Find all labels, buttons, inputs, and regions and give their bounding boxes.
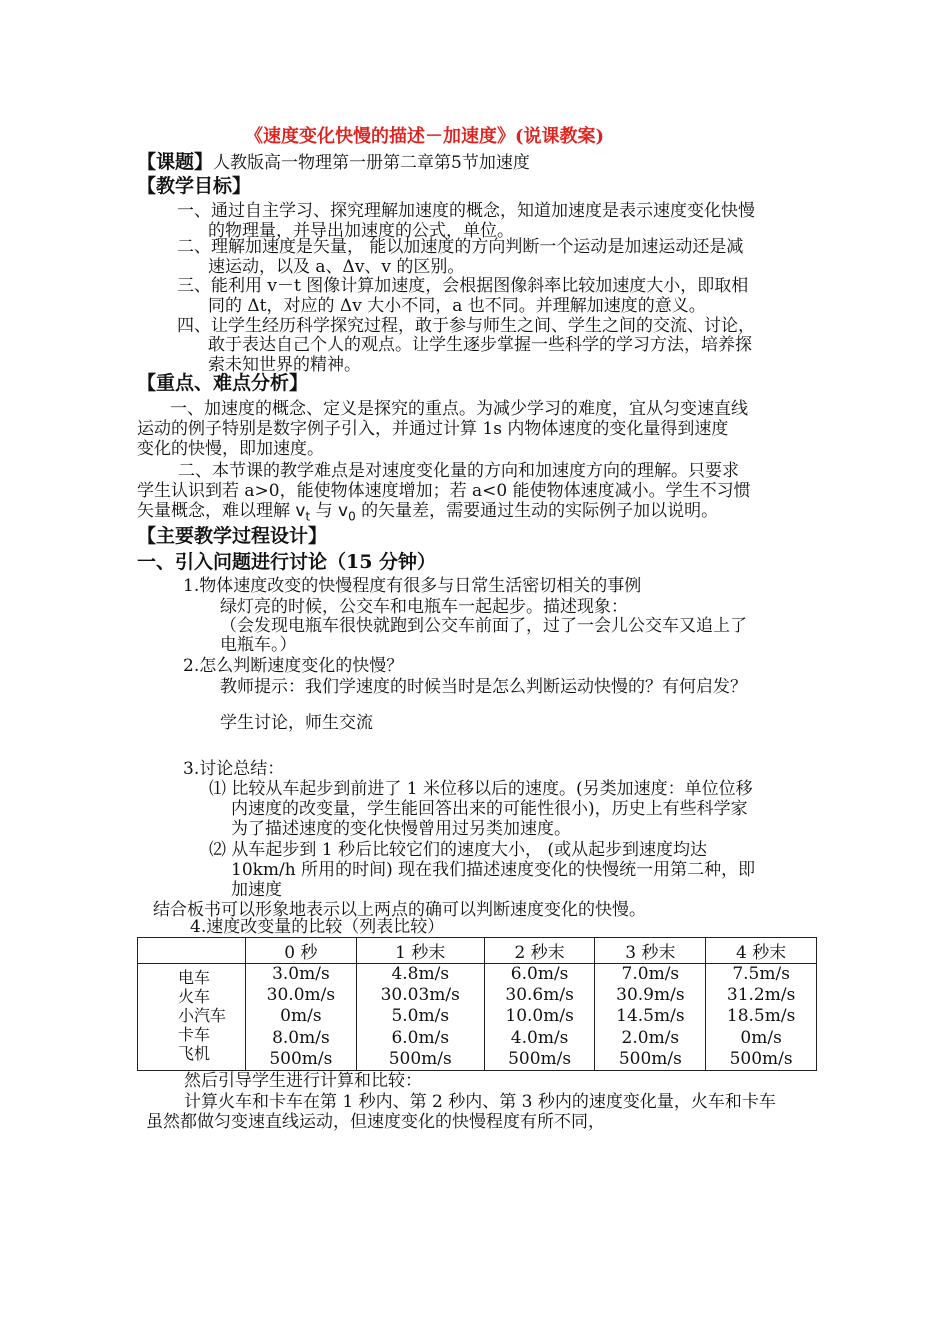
speed-value: 500m/s bbox=[729, 1048, 793, 1069]
question-4: 4.速度改变量的比较（列表比较） bbox=[190, 917, 445, 937]
goal-line: 二、理解加速度是矢量， 能以加速度的方向判断一个运动是加速运动还是减 bbox=[177, 237, 744, 257]
section-heading: 一、引入问题进行讨论（15 分钟） bbox=[137, 551, 437, 573]
text-segment: 矢量概念，难以理解 bbox=[137, 501, 296, 521]
summary-conclusion: 结合板书可以形象地表示以上两点的确可以判断速度变化的快慢。 bbox=[153, 900, 646, 920]
velocity-comparison-table bbox=[137, 937, 817, 1071]
speed-value: 31.2m/s bbox=[726, 985, 796, 1006]
speed-value: 30.03m/s bbox=[380, 985, 460, 1006]
speed-value: 6.0m/s bbox=[510, 964, 569, 984]
speed-value: 30.0m/s bbox=[266, 985, 336, 1006]
summary-2-line: ⑵ 从车起步到 1 秒后比较它们的速度大小， (或从起步到速度均达 bbox=[209, 840, 708, 860]
vehicle-name: 飞机 bbox=[178, 1044, 211, 1063]
question-3: 3.讨论总结： bbox=[183, 759, 285, 779]
speed-value: 500m/s bbox=[618, 1048, 682, 1069]
summary-2-line: 10km/h 所用的时间) 现在我们描述速度变化的快慢统一用第二种，即 bbox=[231, 860, 756, 880]
speed-value: 4.0m/s bbox=[510, 1027, 569, 1048]
goals-heading: 【教学目标】 bbox=[137, 175, 252, 197]
question-1-text: （会发现电瓶车很快就跑到公交车前面了，过了一会儿公交车又追上了 bbox=[220, 616, 747, 636]
analysis-line: 一、加速度的概念、定义是探究的重点。为减少学习的难度，宜从匀变速直线 bbox=[170, 399, 748, 419]
goal-line: 一、通过自主学习、探究理解加速度的概念，知道加速度是表示速度变化快慢 bbox=[177, 201, 755, 221]
question-1: 1.物体速度改变的快慢程度有很多与日常生活密切相关的事例 bbox=[183, 576, 642, 596]
topic-text: 人教版高一物理第一册第二章第5节加速度 bbox=[213, 153, 530, 173]
speed-value: 5.0m/s bbox=[391, 1006, 450, 1027]
analysis-line bbox=[137, 501, 718, 526]
table-header-cell bbox=[138, 938, 246, 964]
goal-line: 敢于表达自己个人的观点。让学生逐步掌握一些科学的学习方法，培养探 bbox=[208, 335, 752, 355]
speed-value: 7.0m/s bbox=[621, 964, 680, 984]
goal-line: 四、让学生经历科学探究过程，敢于参与师生之间、学生之间的交流、讨论， bbox=[177, 316, 755, 336]
goal-line: 的物理量，并导出加速度的公式，单位。 bbox=[208, 221, 514, 241]
speed-value: 6.0m/s bbox=[391, 1027, 450, 1048]
question-2: 2.怎么判断速度变化的快慢？ bbox=[183, 656, 404, 676]
speed-value: 500m/s bbox=[508, 1048, 572, 1069]
table-header-cell: 4 秒末 bbox=[706, 938, 817, 964]
speed-value: 500m/s bbox=[388, 1048, 452, 1069]
vehicle-name: 火车 bbox=[178, 987, 211, 1006]
speed-value: 8.0m/s bbox=[272, 1027, 330, 1048]
analysis-line: 变化的快慢，即加速度。 bbox=[137, 439, 324, 459]
text-segment: 的矢量差，需要通过生动的实际例子加以说明。 bbox=[355, 501, 719, 521]
speed-column-2s bbox=[484, 964, 595, 1071]
speed-column-1s bbox=[356, 964, 484, 1071]
vehicle-name: 电车 bbox=[178, 968, 211, 987]
speed-value: 30.9m/s bbox=[616, 985, 685, 1006]
process-heading: 【主要教学过程设计】 bbox=[137, 525, 328, 547]
table-header-cell: 1 秒末 bbox=[356, 938, 484, 964]
vehicle-name: 小汽车 bbox=[178, 1006, 227, 1025]
speed-column-3s bbox=[595, 964, 706, 1071]
after-table-line: 然后引导学生进行计算和比较： bbox=[184, 1071, 422, 1091]
after-table-line: 计算火车和卡车在第 1 秒内、第 2 秒内、第 3 秒内的速度变化量，火车和卡车 bbox=[184, 1092, 776, 1112]
topic-label: 【课题】 bbox=[137, 151, 214, 173]
vehicle-name: 卡车 bbox=[178, 1025, 211, 1044]
speed-value: 7.5m/s bbox=[732, 964, 790, 984]
analysis-line: 学生认识到若 a>0，能使物体速度增加；若 a<0 能使物体速度减小。学生不习惯 bbox=[137, 481, 751, 501]
summary-1-line: 为了描述速度的变化快慢曾用过另类加速度。 bbox=[231, 819, 571, 839]
question-1-text: 绿灯亮的时候，公交车和电瓶车一起起步。描述现象： bbox=[220, 597, 628, 617]
goal-line: 三、能利用 v－t 图像计算加速度，会根据图像斜率比较加速度大小，即取相 bbox=[177, 276, 749, 296]
summary-1-line: ⑴ 比较从车起步到前进了 1 米位移以后的速度。(另类加速度：单位位移 bbox=[209, 779, 753, 799]
analysis-line: 二、本节课的教学难点是对速度变化量的方向和加速度方向的理解。只要求 bbox=[178, 461, 739, 481]
question-2-text: 学生讨论，师生交流 bbox=[220, 713, 373, 733]
speed-value: 10.0m/s bbox=[505, 1006, 574, 1027]
vehicle-names-cell bbox=[138, 964, 246, 1071]
speed-column-0s bbox=[246, 964, 357, 1071]
t-subscript: t bbox=[305, 509, 311, 524]
zero-subscript: 0 bbox=[348, 509, 356, 524]
speed-column-4s bbox=[706, 964, 817, 1071]
summary-2-line: 加速度 bbox=[231, 880, 282, 900]
speed-value: 3.0m/s bbox=[272, 964, 330, 984]
table-row bbox=[138, 964, 817, 1071]
goal-line: 索未知世界的精神。 bbox=[208, 355, 361, 375]
speed-value: 4.8m/s bbox=[391, 964, 450, 984]
analysis-line: 运动的例子特别是数字例子引入，并通过计算 1s 内物体速度的变化量得到速度 bbox=[137, 419, 729, 439]
table-header-cell: 3 秒末 bbox=[595, 938, 706, 964]
question-1-text: 电瓶车。） bbox=[220, 635, 297, 655]
question-2-text: 教师提示：我们学速度的时候当时是怎么判断运动快慢的？有何启发？ bbox=[220, 677, 747, 697]
topic-line bbox=[137, 152, 530, 173]
summary-1-line: 内速度的改变量，学生能回答出来的可能性很小)，历史上有些科学家 bbox=[231, 799, 748, 819]
speed-value: 500m/s bbox=[269, 1048, 333, 1069]
speed-value: 30.6m/s bbox=[505, 985, 574, 1006]
table-header-cell: 2 秒末 bbox=[484, 938, 595, 964]
document-title: 《速度变化快慢的描述－加速度》(说课教案) bbox=[245, 126, 605, 147]
speed-value: 0m/s bbox=[280, 1006, 322, 1027]
v-symbol: v bbox=[295, 501, 306, 521]
speed-value: 18.5m/s bbox=[726, 1006, 796, 1027]
table-header-cell: 0 秒 bbox=[246, 938, 357, 964]
goal-line: 同的 Δt，对应的 Δv 大小不同，a 也不同。并理解加速度的意义。 bbox=[208, 296, 706, 316]
speed-value: 2.0m/s bbox=[621, 1027, 680, 1048]
speed-value: 14.5m/s bbox=[616, 1006, 685, 1027]
after-table-line: 虽然都做匀变速直线运动，但速度变化的快慢程度有所不同， bbox=[146, 1112, 605, 1132]
speed-value: 0m/s bbox=[740, 1027, 782, 1048]
text-segment: 与 bbox=[310, 501, 338, 521]
analysis-heading: 【重点、难点分析】 bbox=[137, 372, 309, 394]
table-header-row bbox=[138, 938, 817, 964]
v-symbol: v bbox=[338, 501, 349, 521]
goal-line: 速运动，以及 a、Δv、v 的区别。 bbox=[208, 257, 465, 277]
